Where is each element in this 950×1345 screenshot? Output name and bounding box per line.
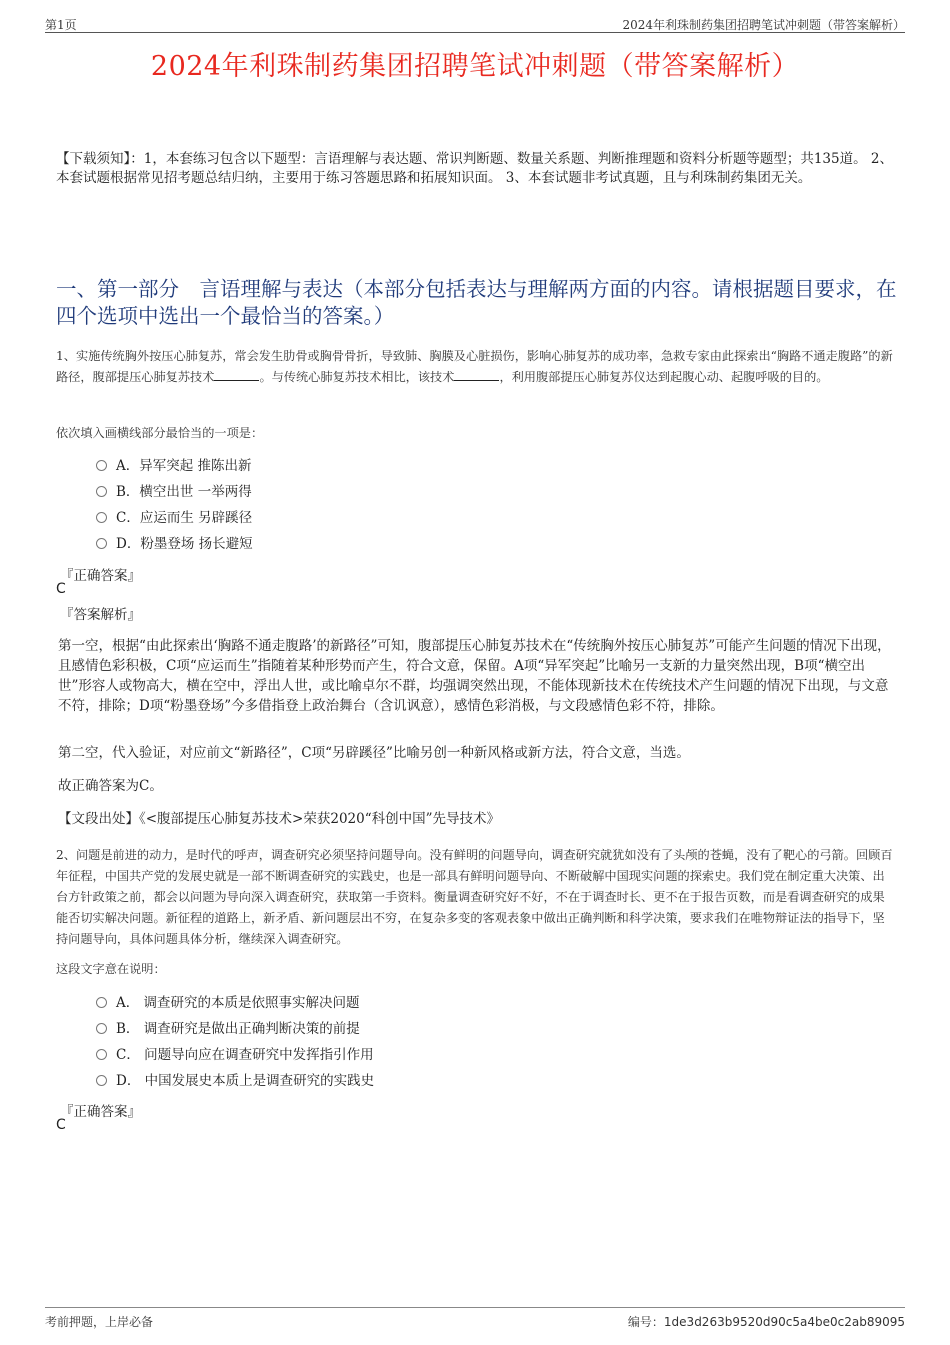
q2-option-b[interactable] [96, 1019, 360, 1039]
radio-icon[interactable] [96, 486, 107, 497]
q2-option-a[interactable] [96, 993, 360, 1013]
q1-analysis-para-3: 故正确答案为C。 [58, 778, 163, 794]
page-footer [45, 1307, 905, 1328]
q1-analysis-label: 『答案解析』 [60, 607, 141, 623]
q2-answer: C [56, 1117, 66, 1133]
q1-stem-part-b: 。与传统心肺复苏技术相比，该技术 [259, 370, 455, 384]
radio-icon[interactable] [96, 1075, 107, 1086]
radio-icon[interactable] [96, 1049, 107, 1060]
question-1-hint: 依次填入画横线部分最恰当的一项是： [56, 426, 264, 440]
q1-answer-label: 『正确答案』 [60, 568, 141, 584]
section-heading: 一、第一部分 言语理解与表达（本部分包括表达与理解两方面的内容。请根据题目要求，在四个选项中选出一个最恰当的答案。） [56, 277, 897, 328]
q1-answer: C [56, 581, 66, 597]
question-2-hint: 这段文字意在说明： [56, 962, 166, 976]
radio-icon[interactable] [96, 1023, 107, 1034]
fill-blank-1 [214, 368, 259, 381]
q1-option-c[interactable] [96, 508, 252, 528]
footer-code-label: 编号： [627, 1315, 664, 1329]
radio-icon[interactable] [96, 538, 107, 549]
option-label: A．异军突起 推陈出新 [116, 458, 252, 474]
header-doc-title: 2024年利珠制药集团招聘笔试冲刺题（带答案解析） [622, 18, 905, 32]
option-label: B． 调查研究是做出正确判断决策的前提 [116, 1021, 360, 1037]
radio-icon[interactable] [96, 460, 107, 471]
option-label: C． 问题导向应在调查研究中发挥指引作用 [116, 1047, 374, 1063]
q1-source: 【文段出处】《<腹部提压心肺复苏技术>荣获2020“科创中国”先导技术》 [58, 811, 501, 827]
page-number: 第1页 [45, 18, 77, 32]
footer-code-value: 1de3d263b9520d90c5a4be0c2ab89095 [663, 1315, 905, 1329]
q1-option-a[interactable] [96, 456, 252, 476]
option-label: D．粉墨登场 扬长避短 [116, 536, 253, 552]
q1-option-d[interactable] [96, 534, 253, 554]
q1-option-b[interactable] [96, 482, 252, 502]
document-title: 2024年利珠制药集团招聘笔试冲刺题（带答案解析） [150, 51, 800, 82]
q1-stem-part-a: 1、实施传统胸外按压心肺复苏，常会发生肋骨或胸骨骨折，导致肺、胸膜及心脏损伤，影响心肺复苏的成功率，急救专家由此探索出“胸路不通走腹路”的新路径，腹部提压心肺复苏技术 [56, 349, 893, 384]
option-label: A． 调查研究的本质是依照事实解决问题 [116, 995, 360, 1011]
option-label: C．应运而生 另辟蹊径 [116, 510, 253, 526]
q2-answer-label: 『正确答案』 [60, 1104, 141, 1120]
q1-analysis-para-1: 第一空，根据“由此探索出‘胸路不通走腹路’的新路径”可知，腹部提压心肺复苏技术在“传统胸外按压心肺复苏”可能产生问题的情况下出现，且感情色彩积极，C项“应运而生”指随着某种形势而产生，符合文意，保留。A项“异军突起”比喻另一支新的力量突然出现，B项“横空出世”形容人或物高大，横在空中，浮出人世，或比喻卓尔不群，均强调突然出现，不能体现新技术在传统技术产生问题的情况下出现，与文意不符，排除；D项“粉墨登场”今多借指登上政治舞台（含讥讽意），感情色彩消极，与文段感情色彩不符，排除。 [58, 638, 891, 714]
radio-icon[interactable] [96, 512, 107, 523]
page-header [45, 14, 905, 33]
q1-stem-part-c: ，利用腹部提压心肺复苏仪达到起腹心动、起腹呼吸的目的。 [499, 370, 829, 384]
q2-option-c[interactable] [96, 1045, 374, 1065]
option-label: D． 中国发展史本质上是调查研究的实践史 [116, 1073, 375, 1089]
question-1-stem [56, 346, 896, 388]
download-notice: 【下载须知】：1，本套练习包含以下题型：言语理解与表达题、常识判断题、数量关系题、判断推理题和资料分析题等题型；共135道。 2、本套试题根据常见招考题总结归纳，主要用于练习答题思路和拓展知识面。 3、本套试题非考试真题，且与利珠制药集团无关。 [56, 151, 893, 186]
q2-option-d[interactable] [96, 1071, 374, 1091]
fill-blank-2 [454, 368, 499, 381]
option-label: B．横空出世 一举两得 [116, 484, 252, 500]
footer-code [628, 1313, 905, 1330]
q1-analysis-para-2: 第二空，代入验证，对应前文“新路径”，C项“另辟蹊径”比喻另创一种新风格或新方法，符合文意，当选。 [58, 745, 690, 761]
footer-slogan: 考前押题，上岸必备 [45, 1315, 154, 1329]
question-2-stem: 2、问题是前进的动力，是时代的呼声，调查研究必须坚持问题导向。没有鲜明的问题导向，调查研究就犹如没有了头颅的苍蝇，没有了靶心的弓箭。回顾百年征程，中国共产党的发展史就是一部不断调查研究的实践史，也是一部具有鲜明问题导向、不断破解中国现实问题的探索史。我们党在制定重大决策、出台方针政策之前，都会以问题为导向深入调查研究，获取第一手资料。衡量调查研究好不好，不在于调查时长、更不在于报告页数，而是看调查研究的成果能否切实解决问题。新征程的道路上，新矛盾、新问题层出不穷，在复杂多变的客观表象中做出正确判断和科学决策，要求我们在唯物辩证法的指导下，坚持问题导向，具体问题具体分析，继续深入调查研究。 [56, 848, 893, 946]
radio-icon[interactable] [96, 997, 107, 1008]
